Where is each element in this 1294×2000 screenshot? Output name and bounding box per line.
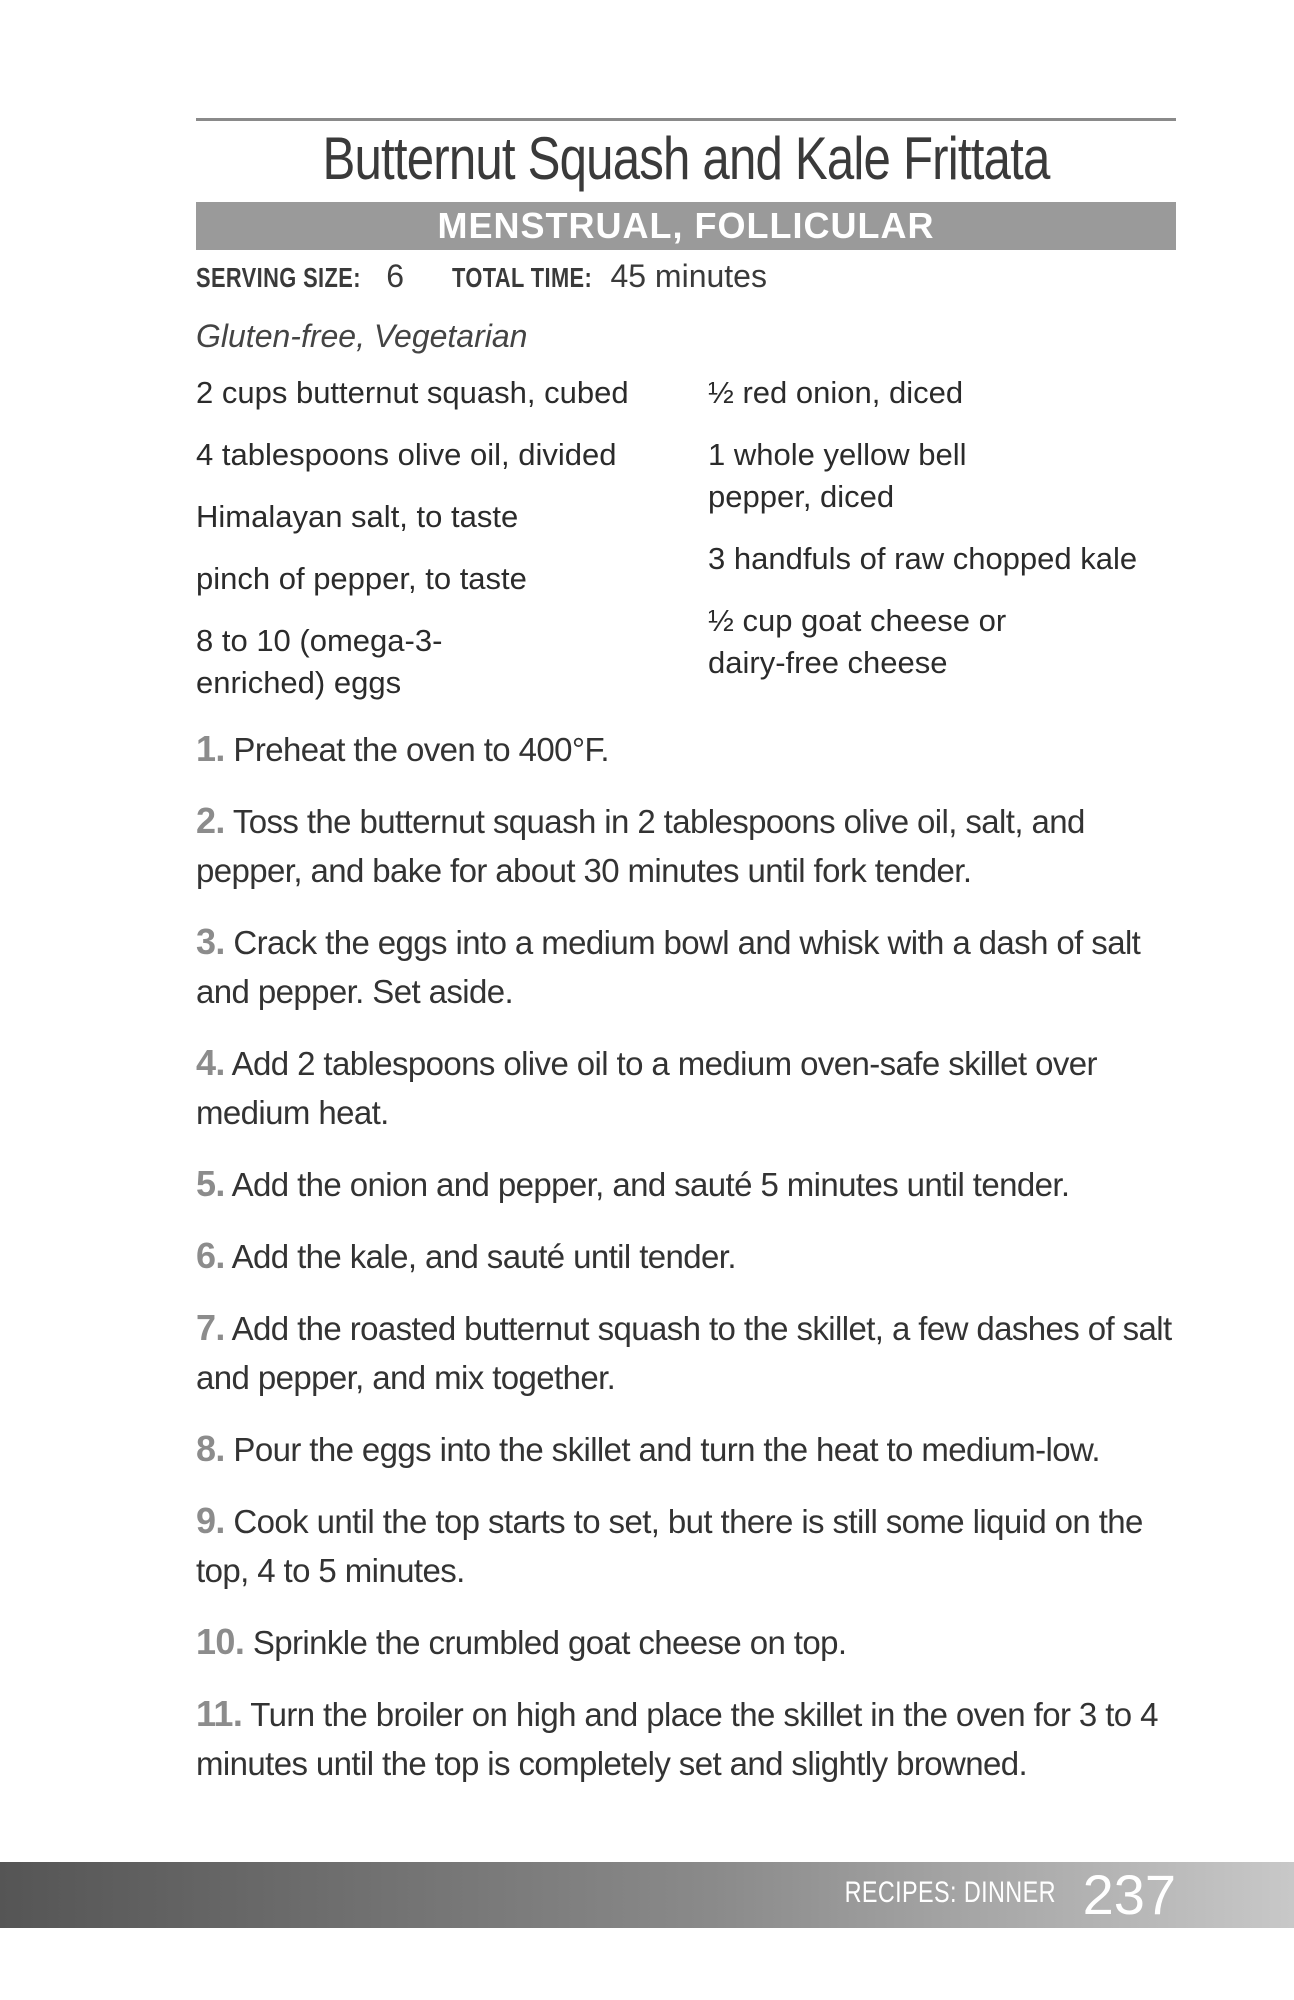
instruction-step [196, 1617, 1186, 1667]
instruction-step [196, 1689, 1186, 1788]
ingredient-item: ½ cup goat cheese or dairy-free cheese [708, 603, 1007, 680]
serving-size-value: 6 [386, 258, 405, 294]
step-text: Turn the broiler on high and place the skillet in the oven for 3 to 4 minutes until the top is completely set and slightly browned. [196, 1696, 1158, 1782]
step-number: 1. [196, 728, 225, 769]
step-number: 9. [196, 1500, 225, 1541]
step-number: 2. [196, 800, 225, 841]
instruction-step [196, 1159, 1186, 1209]
ingredient-item: Himalayan salt, to taste [196, 499, 519, 534]
ingredients-left-column [196, 372, 686, 724]
step-text: Preheat the oven to 400°F. [233, 731, 609, 768]
ingredient-item: 3 handfuls of raw chopped kale [708, 541, 1138, 576]
step-text: Pour the eggs into the skillet and turn the heat to medium-low. [233, 1431, 1100, 1468]
recipe-title: Butternut Squash and Kale Frittata [322, 125, 1050, 192]
instruction-step [196, 1496, 1186, 1595]
step-text: Add the roasted butternut squash to the skillet, a few dashes of salt and pepper, and mix together. [196, 1310, 1172, 1396]
step-number: 8. [196, 1428, 225, 1469]
instruction-step [196, 796, 1186, 895]
instruction-step [196, 1303, 1186, 1402]
ingredient-item: 2 cups butternut squash, cubed [196, 375, 629, 410]
total-time-label: TOTAL TIME: [451, 262, 593, 293]
ingredient-item: ½ red onion, diced [708, 375, 964, 410]
instruction-step [196, 1424, 1186, 1474]
instruction-step [196, 1231, 1186, 1281]
phase-banner: MENSTRUAL, FOLLICULAR [196, 202, 1176, 250]
ingredient-item: 8 to 10 (omega-3-enriched) eggs [196, 623, 443, 700]
step-number: 10. [196, 1621, 245, 1662]
page-number: 237 [1082, 1863, 1176, 1926]
recipe-meta [196, 258, 767, 295]
step-number: 3. [196, 921, 225, 962]
step-text: Add 2 tablespoons olive oil to a medium oven-safe skillet over medium heat. [196, 1045, 1097, 1131]
footer-section-label: RECIPES: DINNER [844, 1876, 1056, 1909]
instruction-step [196, 1038, 1186, 1137]
step-text: Sprinkle the crumbled goat cheese on top. [252, 1624, 847, 1661]
step-text: Crack the eggs into a medium bowl and whisk with a dash of salt and pepper. Set aside. [196, 924, 1141, 1010]
step-number: 6. [196, 1235, 225, 1276]
instructions-list [196, 724, 1186, 1810]
step-text: Toss the butternut squash in 2 tablespoons olive oil, salt, and pepper, and bake for about 30 minutes until fork tender. [196, 803, 1085, 889]
step-number: 11. [196, 1693, 243, 1734]
instruction-step [196, 917, 1186, 1016]
instruction-step [196, 724, 1186, 774]
step-text: Cook until the top starts to set, but there is still some liquid on the top, 4 to 5 minutes. [196, 1503, 1143, 1589]
step-number: 4. [196, 1042, 225, 1083]
total-time-value: 45 minutes [610, 258, 767, 294]
ingredient-item: 4 tablespoons olive oil, divided [196, 437, 617, 472]
ingredient-item: 1 whole yellow bell pepper, diced [708, 437, 967, 514]
ingredients-right-column [708, 372, 1188, 704]
step-text: Add the kale, and sauté until tender. [231, 1238, 736, 1275]
ingredient-item: pinch of pepper, to taste [196, 561, 527, 596]
step-text: Add the onion and pepper, and sauté 5 minutes until tender. [231, 1166, 1070, 1203]
step-number: 5. [196, 1163, 225, 1204]
top-rule [196, 118, 1176, 121]
step-number: 7. [196, 1307, 225, 1348]
serving-size-label: SERVING SIZE: [196, 262, 361, 293]
diet-tags: Gluten-free, Vegetarian [196, 318, 528, 354]
